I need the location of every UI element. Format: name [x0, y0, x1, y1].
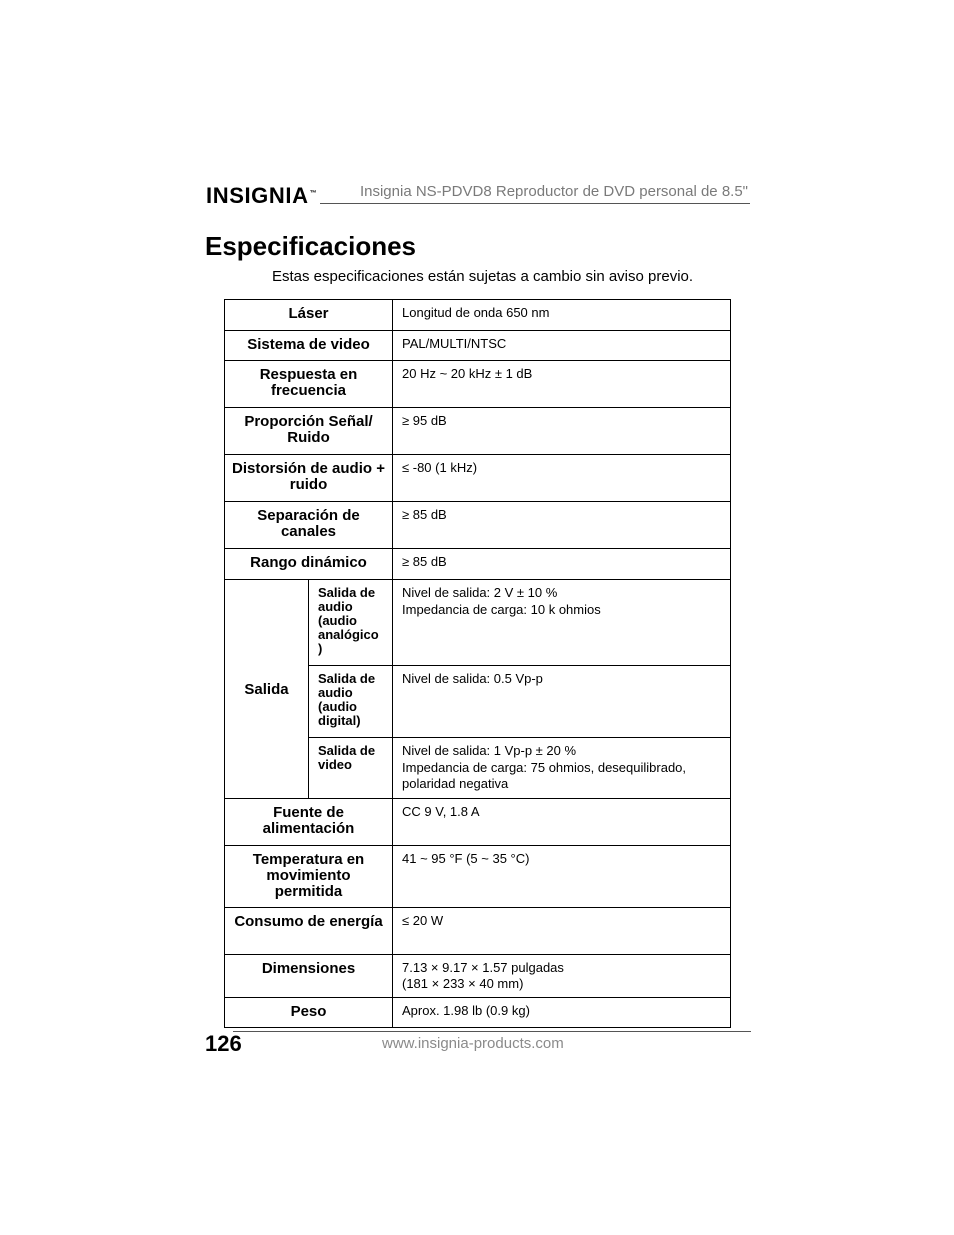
- table-row: [225, 502, 731, 549]
- spec-label-power-consumption: Consumo de energía: [225, 908, 393, 955]
- table-row: [225, 799, 731, 846]
- spec-value-power-consumption: ≤ 20 W: [393, 908, 731, 955]
- spec-label-frequency-response: Respuesta en frecuencia: [225, 361, 393, 408]
- table-row: [225, 408, 731, 455]
- trademark-symbol: ™: [309, 190, 318, 197]
- page-number: 126: [205, 1031, 242, 1056]
- spec-value-video-system: PAL/MULTI/NTSC: [393, 331, 731, 361]
- spec-value-analog-audio: [393, 580, 731, 666]
- table-row: [225, 998, 731, 1028]
- spec-label-dynamic-range: Rango dinámico: [225, 549, 393, 580]
- spec-value-frequency-response: 20 Hz ~ 20 kHz ± 1 dB: [393, 361, 731, 408]
- spec-label-channel-separation: Separación de canales: [225, 502, 393, 549]
- spec-label-output: Salida: [225, 580, 309, 799]
- dimensions-inches: 7.13 × 9.17 × 1.57 pulgadas: [402, 960, 564, 975]
- spec-value-weight: Aprox. 1.98 lb (0.9 kg): [393, 998, 731, 1028]
- table-row: [225, 580, 731, 666]
- spec-label-distortion: Distorsión de audio + ruido: [225, 455, 393, 502]
- spec-value-distortion: ≤ -80 (1 kHz): [393, 455, 731, 502]
- specifications-table: [224, 299, 731, 1028]
- spec-value-dimensions: [393, 955, 731, 998]
- video-load-impedance: Impedancia de carga: 75 ohmios, desequilibrado, polaridad negativa: [402, 760, 687, 791]
- table-row: [225, 300, 731, 331]
- spec-label-snr: Proporción Señal/ Ruido: [225, 408, 393, 455]
- spec-label-power-source: Fuente de alimentación: [225, 799, 393, 846]
- spec-label-weight: Peso: [225, 998, 393, 1028]
- spec-sublabel-digital-audio: Salida de audio (audio digital): [309, 666, 393, 738]
- insignia-logo: [206, 183, 317, 209]
- digital-output-level: Nivel de salida: 0.5 Vp-p: [402, 671, 543, 686]
- spec-value-digital-audio: [393, 666, 731, 738]
- dimensions-mm: (181 × 233 × 40 mm): [402, 976, 524, 991]
- spec-sublabel-video-output: Salida de video: [309, 738, 393, 799]
- spec-value-power-source: CC 9 V, 1.8 A: [393, 799, 731, 846]
- spec-value-video-output: [393, 738, 731, 799]
- header-divider: [320, 203, 750, 204]
- table-row: [225, 549, 731, 580]
- spec-value-snr: ≥ 95 dB: [393, 408, 731, 455]
- spec-label-video-system: Sistema de video: [225, 331, 393, 361]
- spec-value-channel-separation: ≥ 85 dB: [393, 502, 731, 549]
- table-row: [225, 361, 731, 408]
- header-title: Insignia NS-PDVD8 Reproductor de DVD personal de 8.5": [359, 183, 748, 200]
- analog-output-level: Nivel de salida: 2 V ± 10 %: [402, 585, 558, 600]
- analog-load-impedance: Impedancia de carga: 10 k ohmios: [402, 602, 601, 617]
- table-row: [225, 455, 731, 502]
- spec-value-operating-temperature: 41 ~ 95 °F (5 ~ 35 °C): [393, 846, 731, 908]
- table-row: [225, 908, 731, 955]
- table-row: [225, 331, 731, 361]
- spec-value-dynamic-range: ≥ 85 dB: [393, 549, 731, 580]
- table-row: [225, 846, 731, 908]
- spec-value-laser: Longitud de onda 650 nm: [393, 300, 731, 331]
- intro-text: Estas especificaciones están sujetas a cambio sin aviso previo.: [272, 268, 694, 285]
- spec-sublabel-analog-audio: Salida de audio (audio analógico ): [309, 580, 393, 666]
- video-output-level: Nivel de salida: 1 Vp-p ± 20 %: [402, 743, 577, 758]
- footer-url: www.insignia-products.com: [382, 1035, 564, 1052]
- spec-label-laser: Láser: [225, 300, 393, 331]
- spec-label-dimensions: Dimensiones: [225, 955, 393, 998]
- table-row: [225, 955, 731, 998]
- logo-text: INSIGNIA: [206, 183, 309, 208]
- page-title: Especificaciones: [205, 231, 416, 261]
- spec-label-operating-temperature: Temperatura en movimiento permitida: [225, 846, 393, 908]
- footer-divider: [233, 1031, 751, 1032]
